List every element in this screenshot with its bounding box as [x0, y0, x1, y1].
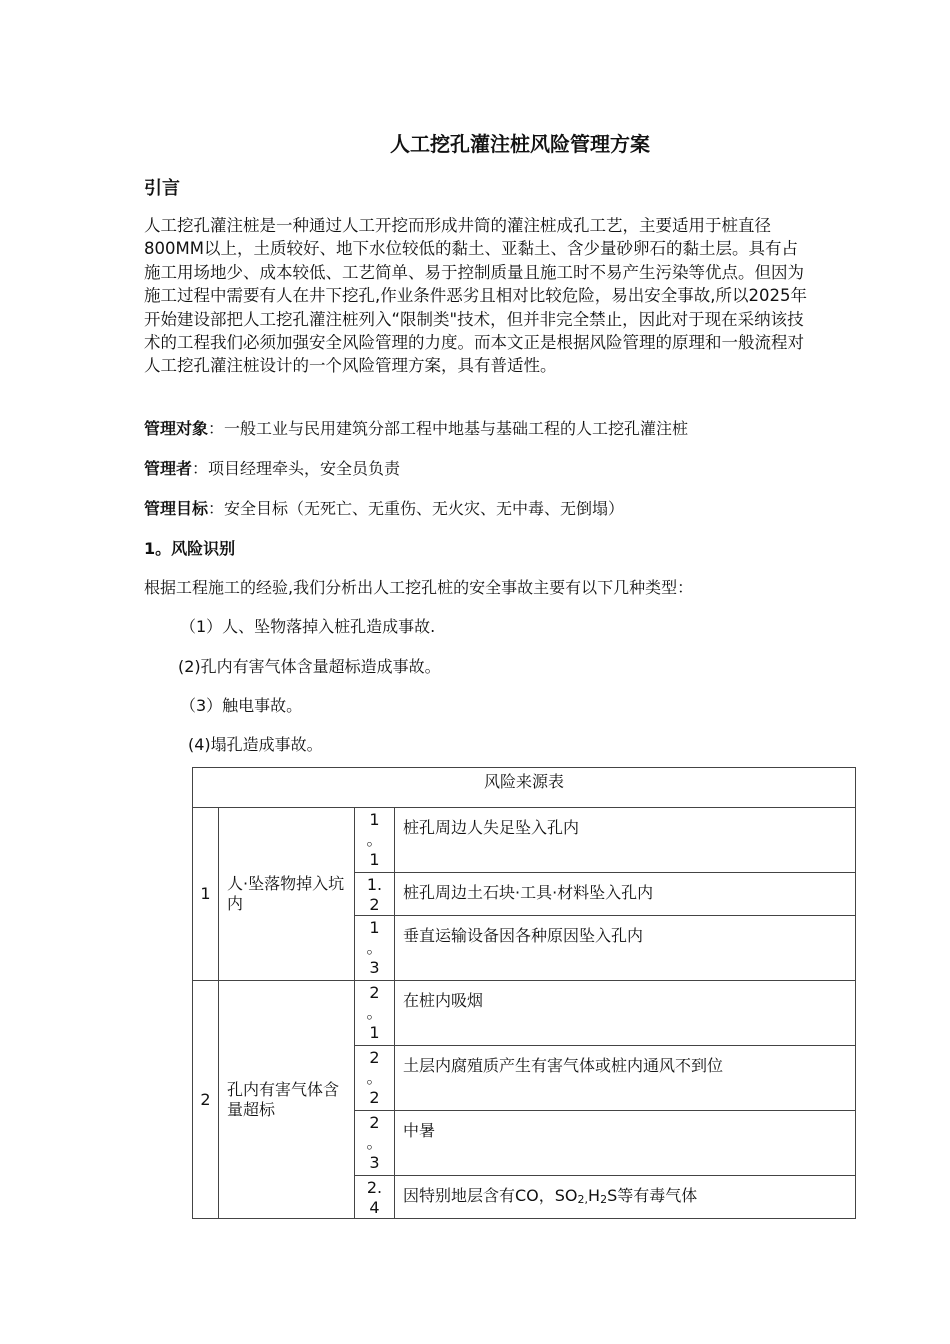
management-object-label: 管理对象 [144, 419, 209, 438]
item-desc-part: S等有毒气体 [607, 1186, 698, 1205]
item-desc: 桩孔周边人失足坠入孔内 [395, 808, 856, 873]
management-goal-label: 管理目标 [144, 499, 209, 518]
intro-paragraph: 人工挖孔灌注桩是一种通过人工开挖而形成井筒的灌注桩成孔工艺，主要适用于桩直径800MM以上，土质较好、地下水位较低的黏土、亚黏土、含少量砂卵石的黏土层。具有占施工用场地少、成本较低、工艺简单、易于控制质量且施工时不易产生污染等优点。但因为施工过程中需要有人在井下挖孔,作业条件恶劣且相对比较危险，易出安全事故,所以2025年开始建设部把人工挖孔灌注桩列入“限制类"技术，但并非完全禁止，因此对于现在采纳该技术的工程我们必须加强安全风险管理的力度。而本文正是根据风险管理的原理和一般流程对人工挖孔灌注桩设计的一个风险管理方案，具有普适性。 [144, 216, 807, 376]
table-caption: 风险来源表 [193, 768, 856, 808]
item-code: 2 。 1 [355, 981, 395, 1046]
item-code: 1. 2 [355, 873, 395, 916]
subscript: 2, [577, 1193, 589, 1206]
item-desc: 土层内腐殖质产生有害气体或桩内通风不到位 [395, 1046, 856, 1111]
item-code: 1 。 1 [355, 808, 395, 873]
item-code: 1 。 3 [355, 916, 395, 981]
item-desc-part: 因特别地层含有CO，SO [403, 1186, 578, 1205]
manager-label: 管理者 [144, 459, 193, 478]
table-row [193, 808, 856, 873]
manager-line [144, 456, 400, 479]
item-desc: 桩孔周边土石块·工具·材料坠入孔内 [395, 873, 856, 916]
list-item: （1）人、坠物落掉入桩孔造成事故. [180, 617, 436, 636]
risk-source-table [192, 767, 856, 1219]
document-title: 人工挖孔灌注桩风险管理方案 [390, 132, 650, 156]
list-item: (2)孔内有害气体含量超标造成事故。 [178, 657, 441, 676]
table-row [193, 981, 856, 1046]
management-object-line [144, 416, 688, 439]
section1-heading: 1。风险识别 [144, 539, 236, 558]
item-code: 2 。 3 [355, 1111, 395, 1176]
subscript: 2 [600, 1193, 608, 1206]
item-desc: 垂直运输设备因各种原因坠入孔内 [395, 916, 856, 981]
management-object-value: ：一般工业与民用建筑分部工程中地基与基础工程的人工挖孔灌注桩 [208, 419, 689, 438]
manager-value: ：项目经理牵头，安全员负责 [192, 459, 401, 478]
group-name: 人·坠落物掉入坑内 [219, 808, 355, 981]
item-code: 2. 4 [355, 1176, 395, 1219]
management-goal-line [144, 496, 624, 519]
list-item: (4)塌孔造成事故。 [188, 735, 323, 754]
group-number: 1 [193, 808, 219, 981]
item-desc [395, 1176, 856, 1219]
group-number: 2 [193, 981, 219, 1219]
list-item: （3）触电事故。 [180, 696, 303, 715]
group-name: 孔内有害气体含量超标 [219, 981, 355, 1219]
section1-intro: 根据工程施工的经验,我们分析出人工挖孔桩的安全事故主要有以下几种类型： [144, 578, 694, 597]
item-desc-part: H [588, 1186, 601, 1205]
item-desc: 在桩内吸烟 [395, 981, 856, 1046]
item-desc: 中暑 [395, 1111, 856, 1176]
intro-heading: 引言 [144, 178, 180, 199]
management-goal-value: ：安全目标（无死亡、无重伤、无火灾、无中毒、无倒塌） [208, 499, 625, 518]
item-code: 2 。 2 [355, 1046, 395, 1111]
